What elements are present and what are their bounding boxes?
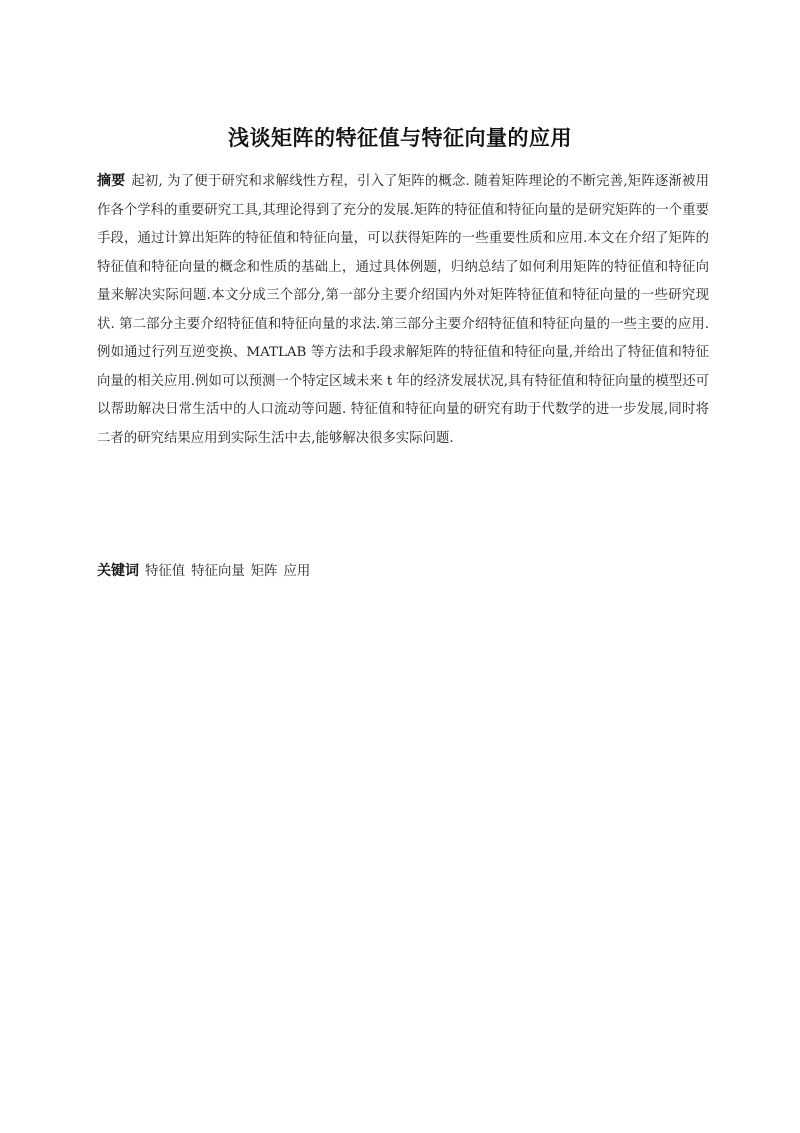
keyword-item: 特征值 [145,564,186,579]
abstract-label: 摘要 [97,173,126,189]
abstract-text: 起初, 为了便于研究和求解线性方程，引入了矩阵的概念. 随着矩阵理论的不断完善,矩阵逐渐被用作各个学科的重要研究工具,其理论得到了充分的发展.矩阵的特征值和特征向量的是研究矩阵的一个重要手段，通过计算出矩阵的特征值和特征向量，可以获得矩阵的一些重要性质和应用.本文在介绍了矩阵的特征值和特征向量的概念和性质的基础上，通过具体例题，归纳总结了如何利用矩阵的特征值和特征向量来解决实际问题.本文分成三个部分,第一部分主要介绍国内外对矩阵特征值和特征向量的一些研究现状. 第二部分主要介绍特征值和特征向量的求法.第三部分主要介绍特征值和特征向量的一些主要的应用.例如通过行列互逆变换、MATLAB 等方法和手段求解矩阵的特征值和特征向量,并给出了特征值和特征向量的相关应用.例如可以预测一个特定区域未来 t 年的经济发展状况,具有特征值和特征向量的模型还可以帮助解决日常生活中的人口流动等问题. 特征值和特征向量的研究有助于代数学的进一步发展,同时将二者的研究结果应用到实际生活中去,能够解决很多实际问题. [97,174,709,446]
page-title: 浅谈矩阵的特征值与特征向量的应用 [228,126,572,151]
keyword-item: 特征向量 [191,564,245,579]
keywords-line [97,557,709,586]
keyword-item: 应用 [283,564,311,579]
keyword-item: 矩阵 [250,564,278,579]
keywords-label: 关键词 [97,563,139,579]
abstract-paragraph [97,167,709,453]
